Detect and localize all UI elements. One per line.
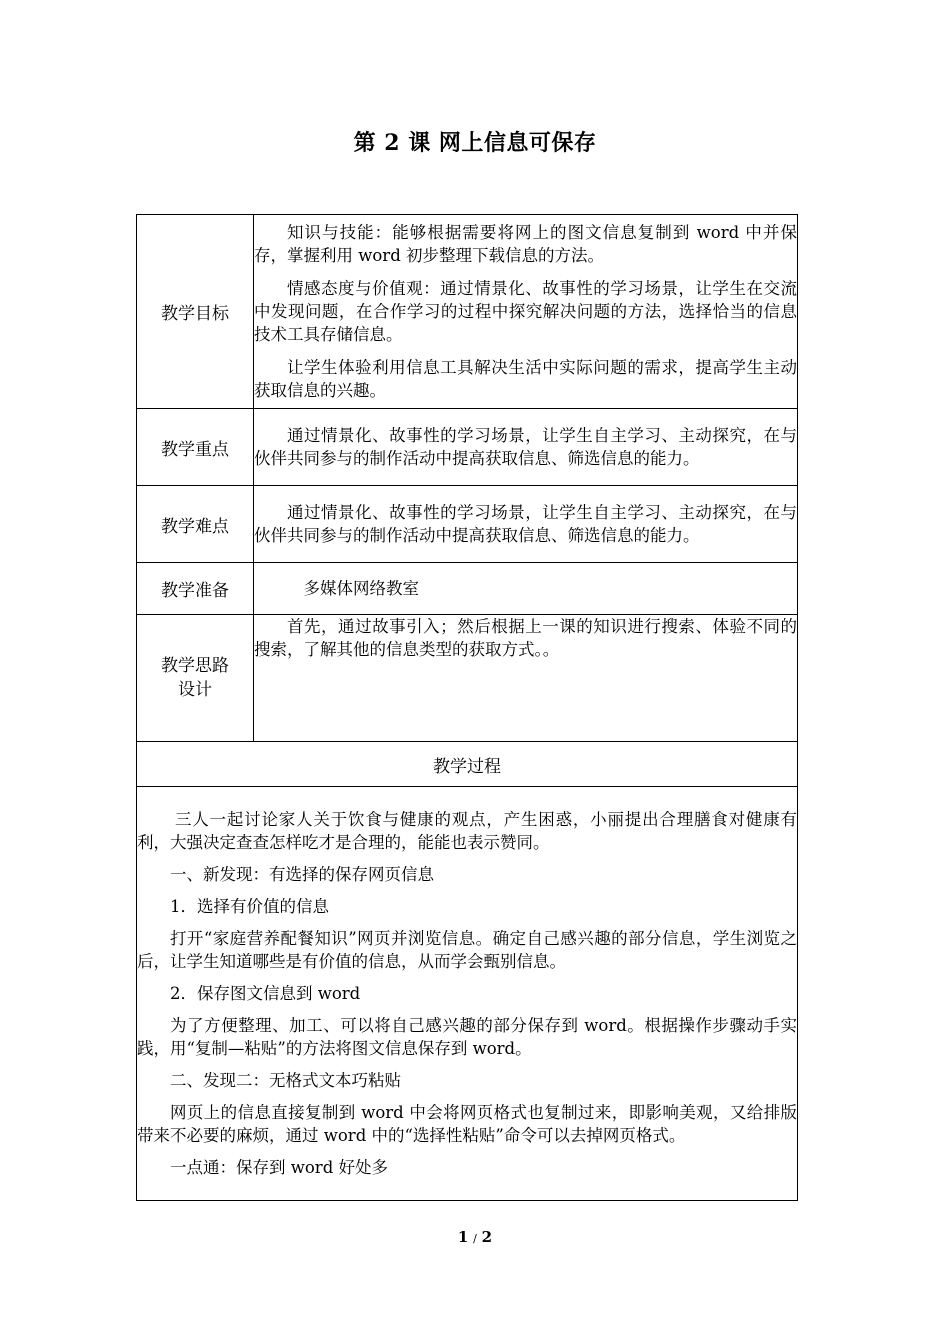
process-paragraph: 2．保存图文信息到 word	[170, 984, 361, 1003]
process-paragraph: 为了方便整理、加工、可以将自己感兴趣的部分保存到 word。根据操作步骤动手实践，用“复制—粘贴”的方法将图文信息保存到 word。	[137, 1016, 797, 1058]
row-label-design	[137, 615, 254, 742]
row-label-difficulty: 教学难点	[137, 486, 254, 563]
goals-paragraph: 知识与技能：能够根据需要将网上的图文信息复制到 word 中并保存，掌握利用 word 初步整理下载信息的方法。	[254, 223, 797, 265]
table-row	[137, 409, 798, 486]
table-row	[137, 742, 798, 787]
design-label-line: 设计	[178, 680, 212, 700]
design-label-line: 教学思路	[161, 656, 229, 676]
table-row	[137, 615, 798, 742]
page-title: 第 2 课 网上信息可保存	[353, 130, 597, 156]
process-content	[137, 787, 798, 1201]
row-label-prep: 教学准备	[137, 563, 254, 615]
prep-paragraph: 多媒体网络教室	[303, 579, 419, 598]
table-row	[137, 215, 798, 409]
page-separator: /	[473, 1232, 477, 1245]
row-content-design	[254, 615, 798, 742]
page-total: 2	[481, 1228, 493, 1246]
page-number	[0, 1228, 950, 1246]
row-content-key	[254, 409, 798, 486]
row-content-goals	[254, 215, 798, 409]
table-row	[137, 486, 798, 563]
process-paragraph: 1．选择有价值的信息	[170, 897, 329, 916]
process-paragraph: 网页上的信息直接复制到 word 中会将网页格式也复制过来，即影响美观，又给排版带来不必要的麻烦，通过 word 中的“选择性粘贴”命令可以去掉网页格式。	[137, 1103, 797, 1145]
row-content-prep	[254, 563, 798, 615]
table-row	[137, 787, 798, 1201]
lesson-plan-table	[136, 214, 798, 1201]
table-row	[137, 563, 798, 615]
process-paragraph: 二、发现二：无格式文本巧粘贴	[170, 1071, 401, 1090]
goals-paragraph: 让学生体验利用信息工具解决生活中实际问题的需求，提高学生主动获取信息的兴趣。	[254, 358, 797, 400]
key-paragraph: 通过情景化、故事性的学习场景，让学生自主学习、主动探究，在与伙伴共同参与的制作活动中提高获取信息、筛选信息的能力。	[254, 426, 797, 468]
row-content-difficulty	[254, 486, 798, 563]
process-paragraph: 三人一起讨论家人关于饮食与健康的观点，产生困惑，小丽提出合理膳食对健康有利，大强决定查查怎样吃才是合理的，能能也表示赞同。	[137, 810, 797, 852]
process-paragraph: 打开“家庭营养配餐知识”网页并浏览信息。确定自己感兴趣的部分信息，学生浏览之后，让学生知道哪些是有价值的信息，从而学会甄别信息。	[137, 929, 797, 971]
design-paragraph: 首先，通过故事引入；然后根据上一课的知识进行搜索、体验不同的搜索，了解其他的信息类型的获取方式。。	[254, 617, 797, 659]
row-label-key: 教学重点	[137, 409, 254, 486]
row-label-goals: 教学目标	[137, 215, 254, 409]
difficulty-paragraph: 通过情景化、故事性的学习场景，让学生自主学习、主动探究，在与伙伴共同参与的制作活动中提高获取信息、筛选信息的能力。	[254, 503, 797, 545]
process-heading: 教学过程	[137, 742, 798, 787]
page-current: 1	[457, 1228, 469, 1246]
goals-paragraph: 情感态度与价值观：通过情景化、故事性的学习场景，让学生在交流中发现问题，在合作学习的过程中探究解决问题的方法，选择恰当的信息技术工具存储信息。	[254, 279, 797, 344]
process-paragraph: 一点通：保存到 word 好处多	[170, 1158, 388, 1177]
process-paragraph: 一、新发现：有选择的保存网页信息	[170, 865, 434, 884]
